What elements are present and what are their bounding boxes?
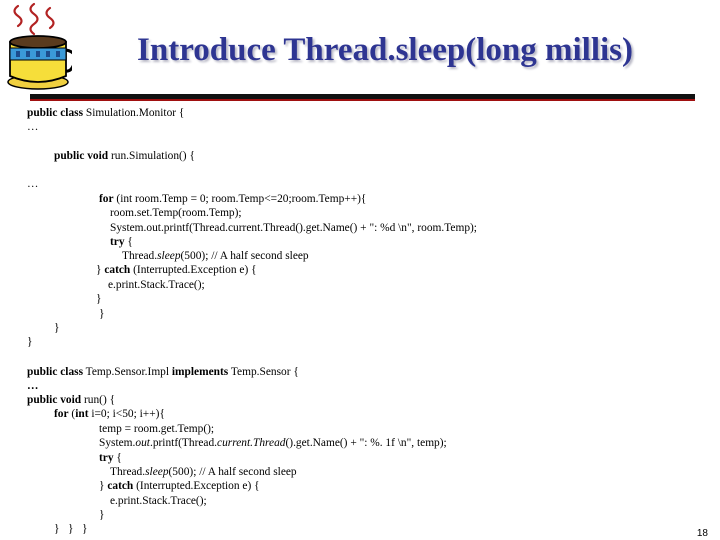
code-line: for (int i=0; i<50; i++){ [54, 408, 165, 420]
code-line: … [27, 380, 39, 392]
code-line: public void run.Simulation() { [54, 150, 195, 162]
code-line: try { [99, 452, 122, 464]
code-line: room.set.Temp(room.Temp); [110, 207, 242, 219]
code-line: } catch (Interrupted.Exception e) { [99, 480, 260, 492]
code-line: } [27, 336, 33, 348]
code-line: } } } [54, 523, 88, 535]
code-line: … [27, 178, 39, 190]
code-line: for (int room.Temp = 0; room.Temp<=20;room.Temp++){ [99, 193, 367, 205]
code-line: e.print.Stack.Trace(); [110, 495, 207, 507]
page-number: 18 [696, 528, 708, 539]
code-line: } [99, 308, 105, 320]
code-line: Thread.sleep(500); // A half second sleep [122, 250, 309, 262]
code-line: … [27, 121, 39, 133]
code-line: try { [110, 236, 133, 248]
code-line: e.print.Stack.Trace(); [108, 279, 205, 291]
code-line: public void run() { [27, 394, 116, 406]
code-line: } catch (Interrupted.Exception e) { [96, 264, 257, 276]
code-line: } [99, 509, 105, 521]
code-line: Thread.sleep(500); // A half second sleep [110, 466, 297, 478]
code-line: } [54, 322, 60, 334]
code-line: temp = room.get.Temp(); [99, 423, 215, 435]
slide-title: Introduce Thread.sleep(long millis) [137, 32, 633, 68]
code-line: public class Temp.Sensor.Impl implements Temp.Sensor { [27, 366, 299, 378]
code-line: System.out.printf(Thread.current.Thread().get.Name() + ": %d \n", room.Temp); [110, 222, 477, 234]
code-line: public class Simulation.Monitor { [27, 107, 185, 119]
code-line: System.out.printf(Thread.current.Thread().get.Name() + ": %. 1f \n", temp); [99, 437, 447, 449]
code-line: } [96, 293, 102, 305]
